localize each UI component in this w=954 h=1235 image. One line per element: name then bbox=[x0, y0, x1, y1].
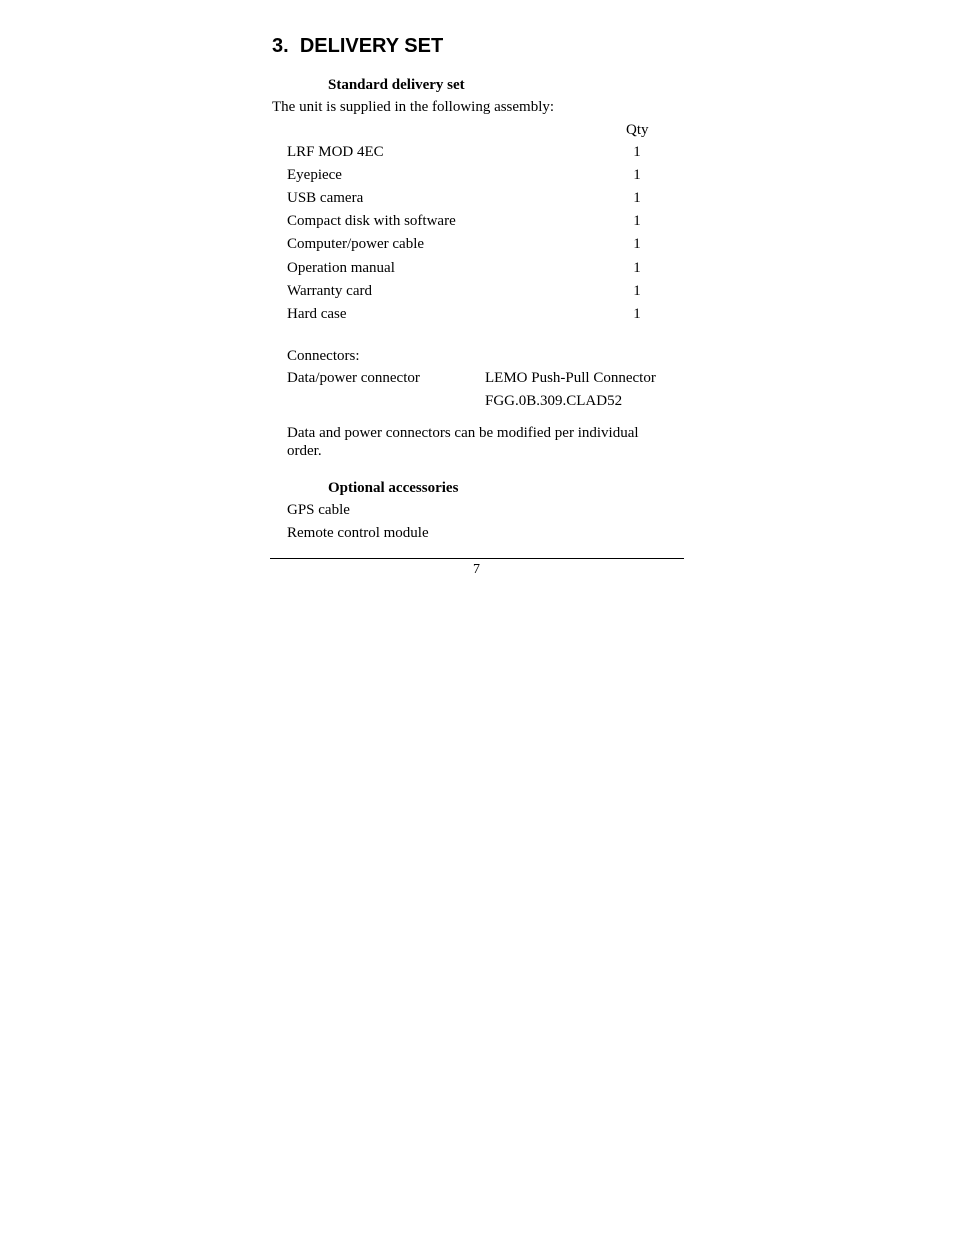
optional-item: Remote control module bbox=[287, 525, 429, 541]
item-name: LRF MOD 4EC bbox=[287, 144, 384, 160]
item-name: Warranty card bbox=[287, 283, 372, 299]
connector-value-line2: FGG.0B.309.CLAD52 bbox=[485, 393, 623, 409]
item-qty: 1 bbox=[633, 236, 641, 252]
connector-note-line2: order. bbox=[287, 443, 322, 459]
item-qty: 1 bbox=[633, 167, 641, 183]
connector-value-line1: LEMO Push-Pull Connector bbox=[485, 370, 656, 386]
item-qty: 1 bbox=[633, 213, 641, 229]
qty-column-header: Qty bbox=[626, 122, 649, 138]
standard-delivery-heading: Standard delivery set bbox=[328, 77, 465, 93]
section-number: 3. bbox=[272, 35, 289, 57]
item-qty: 1 bbox=[633, 283, 641, 299]
optional-item: GPS cable bbox=[287, 502, 350, 518]
item-name: USB camera bbox=[287, 190, 364, 206]
item-qty: 1 bbox=[633, 306, 641, 322]
item-name: Compact disk with software bbox=[287, 213, 456, 229]
connector-note-line1: Data and power connectors can be modified per individual bbox=[287, 425, 639, 441]
item-name: Operation manual bbox=[287, 260, 395, 276]
item-name: Computer/power cable bbox=[287, 236, 425, 252]
connector-row-label: Data/power connector bbox=[287, 370, 420, 386]
item-qty: 1 bbox=[633, 260, 641, 276]
item-name: Eyepiece bbox=[287, 167, 342, 183]
connectors-label: Connectors: bbox=[287, 348, 360, 364]
item-qty: 1 bbox=[633, 144, 641, 160]
intro-text: The unit is supplied in the following assembly: bbox=[272, 99, 555, 115]
page-number: 7 bbox=[473, 562, 480, 577]
item-name: Hard case bbox=[287, 306, 347, 322]
section-heading bbox=[272, 36, 443, 56]
section-title: DELIVERY SET bbox=[299, 35, 444, 57]
footer-rule bbox=[270, 558, 684, 559]
item-qty: 1 bbox=[633, 190, 641, 206]
optional-accessories-heading: Optional accessories bbox=[328, 480, 459, 496]
